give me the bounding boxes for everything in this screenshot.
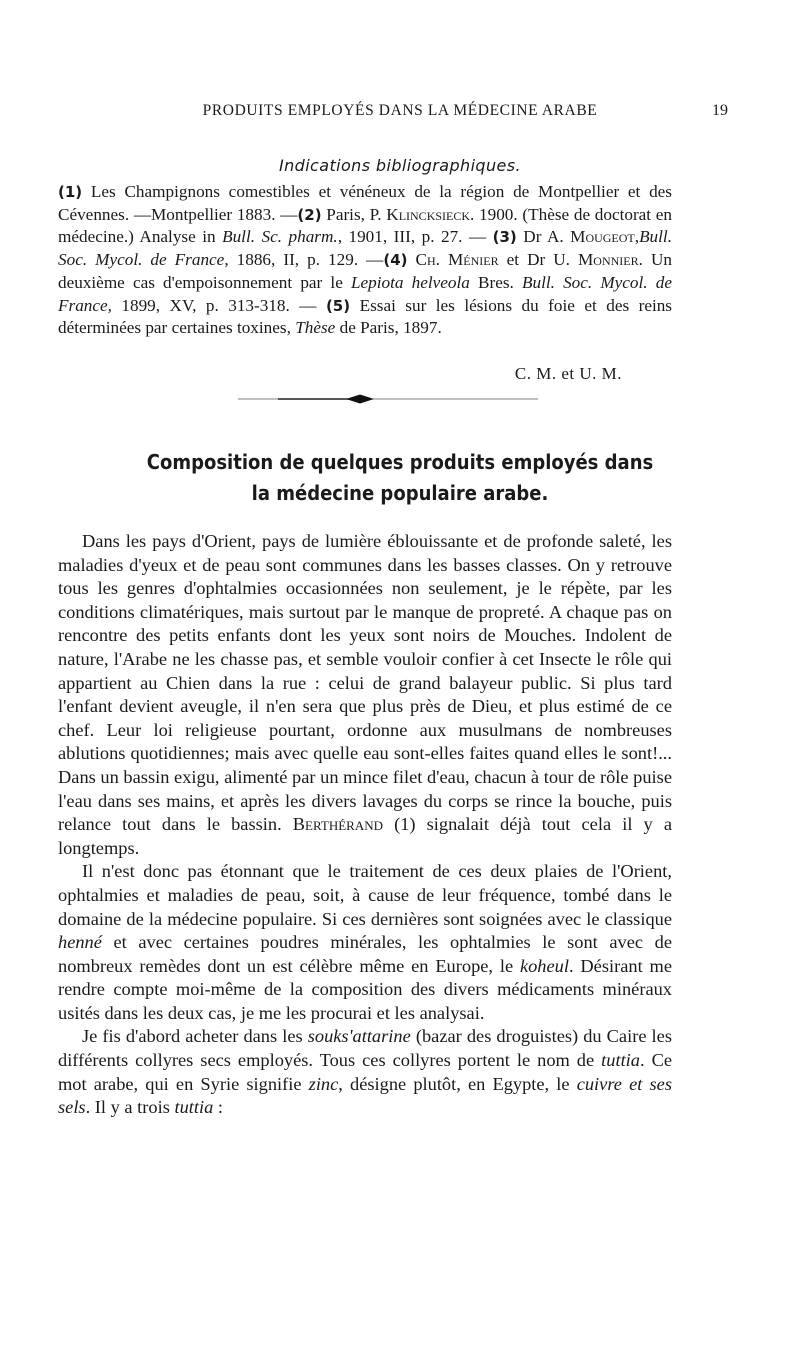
ref-text-2: Paris, P. [321, 204, 387, 224]
ref-author-4b: Monnier [578, 250, 639, 270]
ref-number-3: (3) [492, 228, 517, 247]
cited-author: Berthérand [292, 814, 383, 835]
paragraph-3-mid2: . Ce mot arabe, qui en Syrie signifie [58, 1050, 673, 1094]
ref-citation-3: , 1886, II, p. 129. — [224, 250, 384, 270]
ref-these-5: Thèse [295, 318, 336, 338]
paragraph-2-end: . Désirant me rendre compte moi-même de la composition des divers médicaments minéraux usités dans les deux cas, je me les procurai et les analysai. [58, 955, 672, 1023]
article-title [40, 447, 760, 509]
paragraph-2-start: Il n'est donc pas étonnant que le traitement de ces deux plaies de l'Orient, ophtalmies et maladies de peau, soit, à cause de leur fréquence, tombé dans le domaine de la médecine populaire. Si ces dernières sont soignées avec le classique [58, 861, 672, 929]
article-body [58, 530, 672, 1120]
paragraph-2-mid: et avec certaines poudres minérales, les ophtalmies le sont avec de nombreux remèdes dont un est célèbre même en Europe, le [58, 932, 672, 976]
page-number: 19 [712, 102, 728, 119]
ref-journal-4: Bull. Soc. Mycol. de France [58, 272, 672, 315]
ref-species-4: Lepiota helveola [350, 272, 470, 292]
ref-publisher-2: Klincksieck [386, 204, 471, 224]
term-souks-attarine: souks'attarine [307, 1026, 411, 1047]
term-zinc: zinc [308, 1073, 339, 1094]
ref-text-1: Les Champignons comestibles et vénéneux de la région de Montpellier et des Cévennes. —Montpellier 1883. — [58, 182, 672, 224]
paragraph-3-mid: (bazar des droguistes) du Caire les différents collyres secs employés. Tous ces collyres portent le nom de [58, 1026, 672, 1071]
ref-number-1: (1) [58, 183, 83, 201]
ref-text-5: Essai sur les lésions du foie et des reins déterminées par certaines toxines, [58, 295, 672, 338]
term-henne: henné [58, 932, 102, 953]
ref-journal-3: Bull. Soc. Mycol. de France [58, 227, 673, 270]
paragraph-2 [58, 860, 672, 1025]
ref-sep-3: , [634, 227, 640, 247]
bibliography-entries [58, 181, 672, 340]
paragraph-3-mid3: , désigne plutôt, en Egypte, le [338, 1073, 577, 1094]
paragraph-1-text: Dans les pays d'Orient, pays de lumière éblouissante et de profonde saleté, les maladies d'yeux et de peau sont communes dans les basses classes. On y retrouve tous les genres d'ophtalmies occasionnées non seulement, je le répète, par les conditions climatériques, mais surtout par le manque de propreté. A chaque pas on rencontre des petits enfants dont les yeux sont noirs de Mouches. Indolent de nature, l'Arabe ne les chasse pas, et semble vouloir confier à cet Insecte le rôle qui appartient au Chien dans la rue : celui de grand balayeur public. Si plus tard l'enfant devient aveugle, il n'en sera que plus près de Dieu, et plus estimé de ce chef. Leur loi religieuse pourtant, ordonne aux musulmans de nombreuses ablutions quotidiennes; mais avec quelle eau sont-elles faites quand elles le sont!... Dans un bassin exigu, alimenté par un mince filet d'eau, chacun à tour de rôle puise l'eau dans ses mains, et après les divers lavages du corps se rince la bouche, puis relance tout dans le bassin. [58, 531, 672, 835]
ref-author-4a: Ch. Ménier [407, 250, 499, 270]
ref-rest-5: de Paris, 1897. [335, 318, 442, 338]
running-header [60, 102, 740, 122]
ref-number-5: (5) [325, 296, 351, 315]
section-divider-ornament [238, 393, 538, 405]
ref-author-3: Mougeot [570, 227, 635, 247]
paragraph-3-mid4: . Il y a trois [85, 1097, 175, 1118]
article-title-line2: la médecine populaire arabe. [251, 481, 549, 505]
paragraph-1-end: (1) signalait déjà tout cela il y a longtemps. [58, 814, 673, 858]
paragraph-3-start: Je fis d'abord acheter dans les [82, 1026, 308, 1047]
ref-number-4: (4) [383, 251, 408, 270]
ref-citation-2: , 1901, III, p. 27. — [337, 227, 487, 247]
bibliography-heading: Indications bibliographiques. [278, 156, 521, 175]
paragraph-3-end: : [213, 1097, 224, 1118]
ref-citation-4: , 1899, XV, p. 313-318. — [107, 295, 317, 315]
ref-text2-4: Bres. [469, 272, 522, 292]
term-cuivre: cuivre et ses sels [58, 1073, 672, 1118]
ref-number-2: (2) [297, 205, 322, 224]
ref-mid-4: et Dr U. [498, 250, 579, 270]
signature: C. M. et U. M. [514, 364, 622, 383]
ref-author-prefix-3: Dr A. [516, 227, 571, 247]
term-koheul: koheul [519, 955, 569, 976]
article-title-line1: Composition de quelques produits employés dans [146, 450, 654, 474]
ref-text-4: . Un deuxième cas d'empoisonnement par le [58, 250, 672, 292]
running-title: PRODUITS EMPLOYÉS DANS LA MÉDECINE ARABE [202, 102, 598, 119]
ref-rest-2: . 1900. (Thèse de doctorat en médecine.) Analyse in [58, 204, 672, 247]
term-tuttia-2: tuttia [174, 1097, 214, 1118]
ref-journal-2: Bull. Sc. pharm. [222, 227, 338, 247]
paragraph-1 [58, 530, 672, 860]
paragraph-3 [58, 1025, 672, 1119]
term-tuttia: tuttia [601, 1050, 640, 1071]
